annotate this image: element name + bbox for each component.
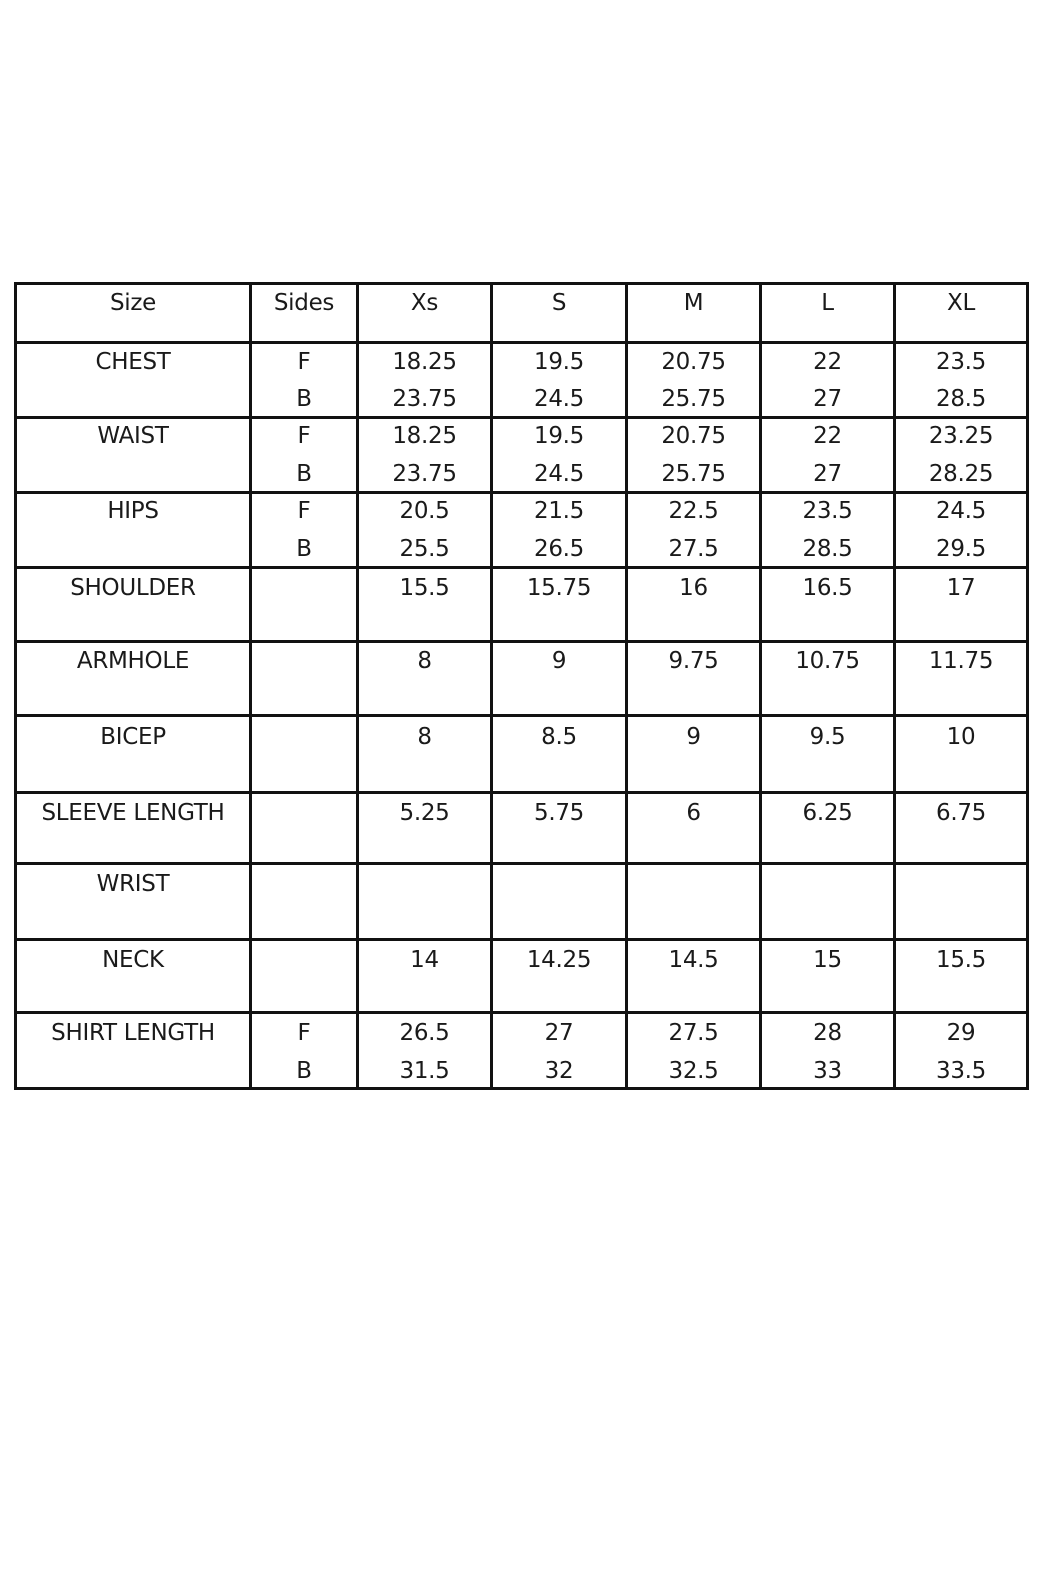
measurement-value: 9 [686, 724, 701, 750]
measurement-value: 15.5 [935, 947, 986, 973]
table-horizontal-rule [14, 791, 1029, 794]
measurement-value: 22 [813, 423, 842, 449]
measurement-label: ARMHOLE [76, 648, 190, 674]
measurement-value: 32.5 [668, 1058, 719, 1084]
side-cell: F [297, 349, 311, 375]
side-cell: F [297, 1020, 311, 1046]
measurement-value: 28.5 [802, 536, 853, 562]
side-cell: B [296, 1058, 312, 1084]
measurement-label: SHOULDER [70, 575, 196, 601]
side-cell: B [296, 386, 312, 412]
measurement-value: 23.5 [935, 349, 986, 375]
table-horizontal-rule [14, 862, 1029, 865]
measurement-value: 9.75 [668, 648, 719, 674]
measurement-value: 23.5 [802, 498, 853, 524]
table-vertical-rule [1026, 282, 1029, 1090]
column-header: Sides [273, 290, 335, 316]
table-horizontal-rule [14, 714, 1029, 717]
measurement-value: 6.75 [935, 800, 986, 826]
measurement-value: 27 [813, 386, 842, 412]
measurement-label: CHEST [95, 349, 171, 375]
measurement-value: 20.75 [661, 349, 726, 375]
table-horizontal-rule [14, 1011, 1029, 1014]
measurement-value: 22 [813, 349, 842, 375]
measurement-value: 23.75 [392, 386, 457, 412]
measurement-value: 8 [417, 724, 432, 750]
side-cell: F [297, 423, 311, 449]
measurement-value: 6 [686, 800, 701, 826]
column-header: Xs [410, 290, 439, 316]
measurement-value: 10 [946, 724, 976, 750]
measurement-value: 19.5 [533, 349, 584, 375]
measurement-label: SHIRT LENGTH [51, 1020, 215, 1046]
measurement-label: BICEP [100, 724, 166, 750]
measurement-value: 16.5 [802, 575, 853, 601]
measurement-value: 27 [544, 1020, 574, 1046]
measurement-value: 25.75 [661, 386, 726, 412]
measurement-value: 31.5 [399, 1058, 450, 1084]
measurement-value: 11.75 [928, 648, 994, 674]
measurement-value: 23.75 [392, 461, 457, 487]
measurement-value: 15.5 [399, 575, 450, 601]
measurement-value: 24.5 [935, 498, 986, 524]
measurement-label: NECK [102, 947, 164, 973]
measurement-value: 29 [946, 1020, 976, 1046]
column-header: M [683, 290, 704, 316]
measurement-value: 26.5 [399, 1020, 450, 1046]
measurement-value: 28.25 [928, 461, 994, 487]
measurement-value: 5.75 [533, 800, 584, 826]
measurement-value: 25.75 [661, 461, 726, 487]
measurement-value: 6.25 [802, 800, 853, 826]
measurement-value: 19.5 [533, 423, 584, 449]
column-header: S [551, 290, 567, 316]
measurement-value: 22.5 [668, 498, 719, 524]
measurement-value: 9.5 [809, 724, 846, 750]
measurement-value: 26.5 [533, 536, 584, 562]
measurement-value: 28.5 [935, 386, 986, 412]
measurement-value: 33.5 [935, 1058, 986, 1084]
measurement-value: 24.5 [533, 386, 584, 412]
measurement-value: 28 [813, 1020, 842, 1046]
measurement-value: 32 [544, 1058, 574, 1084]
measurement-value: 21.5 [533, 498, 584, 524]
column-header: XL [947, 290, 975, 316]
measurement-label: WRIST [96, 871, 170, 897]
side-cell: B [296, 536, 312, 562]
measurement-value: 27 [813, 461, 842, 487]
measurement-value: 14.25 [526, 947, 592, 973]
measurement-value: 24.5 [533, 461, 584, 487]
measurement-value: 25.5 [399, 536, 450, 562]
side-cell: B [296, 461, 312, 487]
column-header: Size [109, 290, 156, 316]
measurement-label: WAIST [97, 423, 169, 449]
measurement-value: 33 [813, 1058, 842, 1084]
column-header: L [821, 290, 834, 316]
measurement-value: 14.5 [668, 947, 719, 973]
measurement-value: 17 [946, 575, 976, 601]
measurement-value: 14 [410, 947, 439, 973]
measurement-value: 8.5 [541, 724, 577, 750]
measurement-value: 16 [679, 575, 708, 601]
side-cell: F [297, 498, 311, 524]
measurement-value: 20.75 [661, 423, 726, 449]
measurement-value: 18.25 [392, 423, 457, 449]
measurement-value: 23.25 [928, 423, 994, 449]
measurement-value: 9 [551, 648, 567, 674]
measurement-label: SLEEVE LENGTH [41, 800, 225, 826]
measurement-value: 27.5 [668, 1020, 719, 1046]
measurement-label: HIPS [107, 498, 159, 524]
measurement-value: 15 [813, 947, 842, 973]
measurement-value: 20.5 [399, 498, 450, 524]
measurement-value: 29.5 [935, 536, 986, 562]
measurement-value: 15.75 [526, 575, 592, 601]
table-horizontal-rule [14, 938, 1029, 941]
measurement-value: 5.25 [399, 800, 450, 826]
measurement-value: 10.75 [795, 648, 860, 674]
measurement-value: 18.25 [392, 349, 457, 375]
size-chart-table [14, 282, 1029, 1090]
measurement-value: 8 [417, 648, 432, 674]
measurement-value: 27.5 [668, 536, 719, 562]
